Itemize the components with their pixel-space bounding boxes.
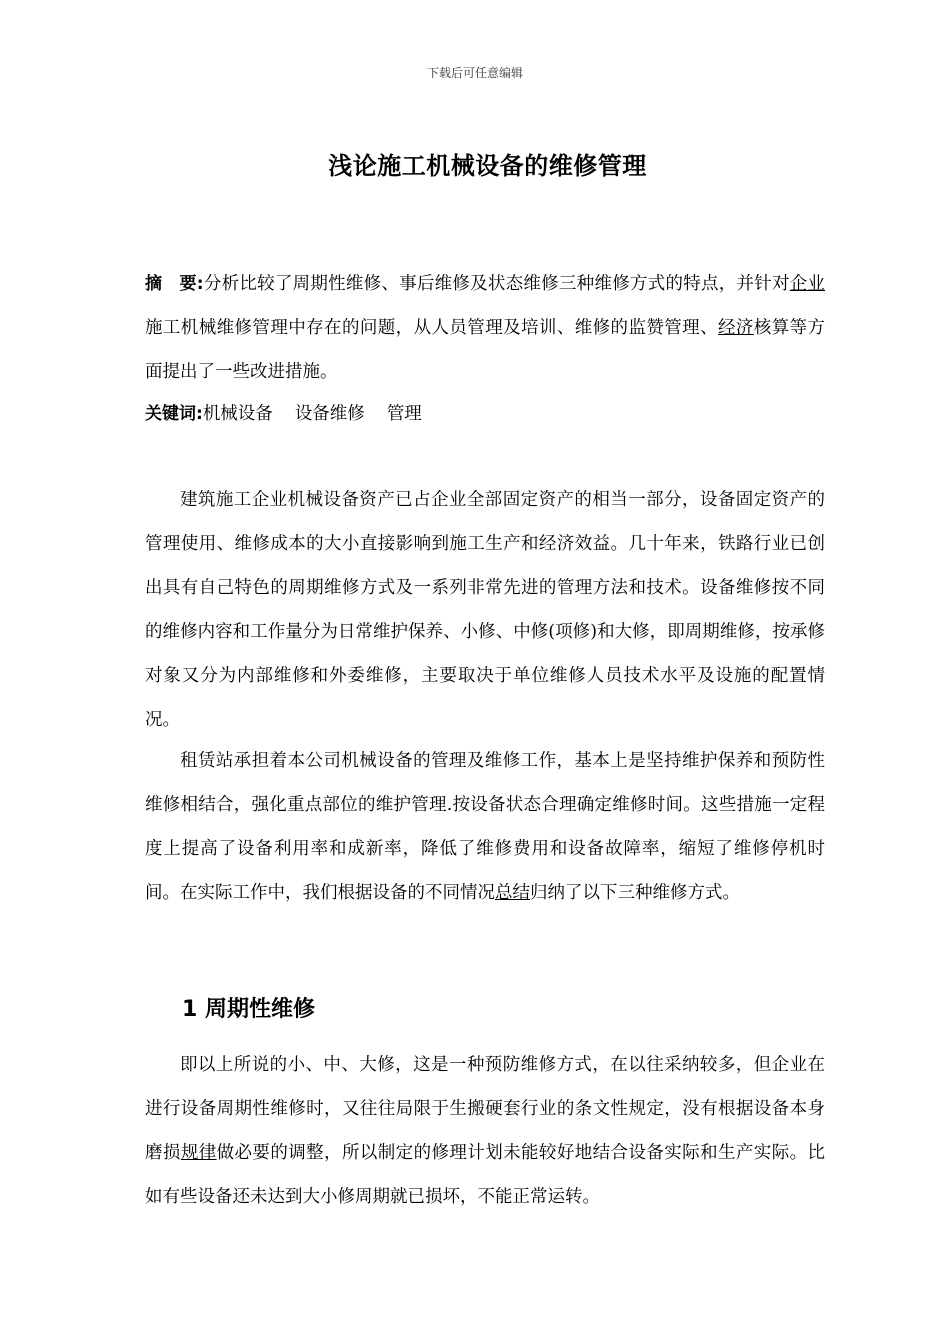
paragraph-3-text-2: 做必要的调整，所以制定的修理计划未能较好地结合设备实际和生产实际。比如有些设备还未达到大小修周期就已损坏，不能正常运转。 bbox=[145, 1143, 826, 1207]
keyword-item: 机械设备 bbox=[202, 404, 273, 424]
abstract-link-economy[interactable]: 经济 bbox=[717, 318, 754, 338]
paragraph-intro bbox=[145, 478, 825, 742]
header-note: 下载后可任意编辑 bbox=[426, 66, 523, 80]
abstract-text-2: 施工机械维修管理中存在的问题，从人员管理及培训、维修的监赞管理、 bbox=[145, 318, 718, 338]
abstract-link-enterprise[interactable]: 企业 bbox=[789, 274, 826, 294]
document-title: 浅论施工机械设备的维修管理 bbox=[328, 151, 647, 180]
abstract-label: 摘 要: bbox=[145, 274, 204, 294]
abstract bbox=[145, 262, 825, 394]
paragraph-2-text-2: 归纳了以下三种维修方式。 bbox=[530, 883, 740, 903]
paragraph-leasing-station bbox=[145, 739, 825, 915]
keyword-item: 管理 bbox=[386, 404, 422, 424]
paragraph-1: 建筑施工企业机械设备资产已占企业全部固定资产的相当一部分，设备固定资产的管理使用、维修成本的大小直接影响到施工生产和经济效益。几十年来，铁路行业已创出具有自己特色的周期维修方式及一系列非常先进的管理方法和技术。设备维修按不同的维修内容和工作量分为日常维护保养、小修、中修(项修)和大修，即周期维修，按承修对象又分为内部维修和外委维修，主要取决于单位维修人员技术水平及设施的配置情况。 bbox=[145, 490, 825, 730]
paragraph-3-text-1: 即以上所说的小、中、大修，这是一种预防维修方式，在以往采纳较多，但企业在进行设备周期性维修时，又往往局限于生搬硬套行业的条文性规定，没有根据设备本身磨损 bbox=[145, 1055, 825, 1163]
paragraph-2-link-summary[interactable]: 总结 bbox=[495, 883, 530, 903]
keywords bbox=[145, 392, 825, 436]
keyword-item: 设备维修 bbox=[294, 404, 365, 424]
paragraph-3-link-rule[interactable]: 规律 bbox=[180, 1143, 217, 1163]
abstract-text-3: 核算等方面提出了一些改进措施。 bbox=[145, 318, 826, 382]
abstract-text-1: 分析比较了周期性维修、事后维修及状态维修三种维修方式的特点，并针对 bbox=[203, 274, 790, 294]
section-1-heading: 1 周期性维修 bbox=[182, 997, 315, 1022]
paragraph-2-text-1: 租赁站承担着本公司机械设备的管理及维修工作，基本上是坚持维护保养和预防性维修相结合，强化重点部位的维护管理.按设备状态合理确定维修时间。这些措施一定程度上提高了设备利用率和成新率，降低了维修费用和设备故障率，缩短了维修停机时间。在实际工作中，我们根据设备的不同情况 bbox=[145, 751, 825, 903]
keywords-label: 关键词: bbox=[145, 404, 203, 424]
paragraph-periodic-maintenance bbox=[145, 1043, 825, 1219]
